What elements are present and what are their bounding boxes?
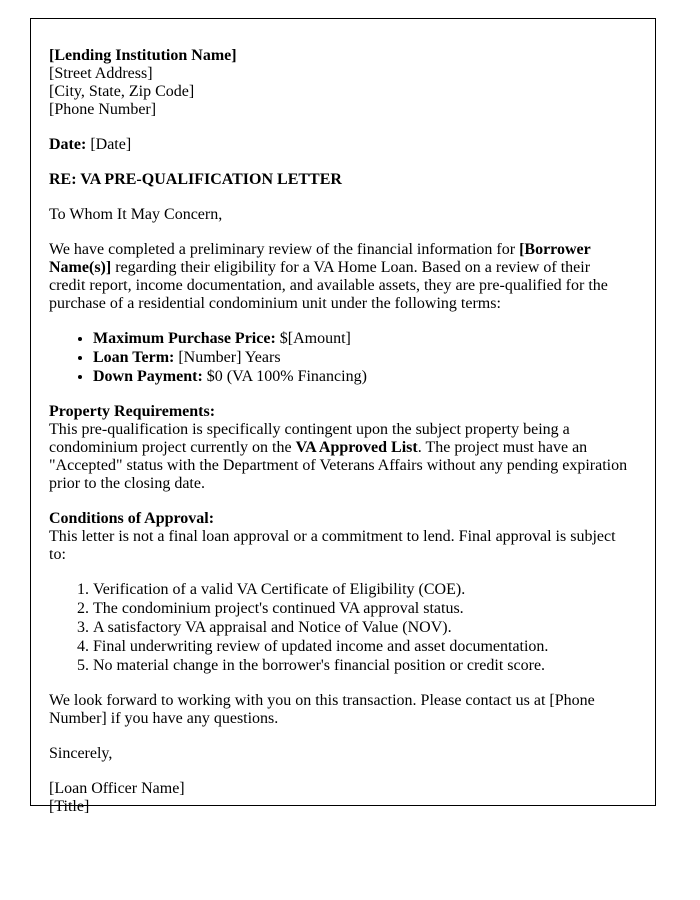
property-text-2: . The project must have an "Accepted" status with the Department of Veterans Affairs without any pending expiration prior to the closing date. (49, 439, 628, 492)
condition-item: 1. Verification of a valid VA Certificate of Eligibility (COE). (93, 581, 629, 599)
property-requirements-paragraph (49, 421, 629, 493)
property-requirements-heading: Property Requirements: (49, 403, 216, 420)
street-address: [Street Address] (49, 65, 153, 82)
term-item (93, 368, 629, 386)
condition-item: 4. Final underwriting review of updated income and asset documentation. (93, 638, 629, 656)
loan-officer-name: [Loan Officer Name] (49, 780, 185, 797)
signature-block (49, 780, 629, 816)
closing-paragraph: We look forward to working with you on this transaction. Please contact us at [Phone Number] if you have any questions. (49, 692, 595, 727)
phone-number: [Phone Number] (49, 101, 157, 118)
salutation: To Whom It May Concern, (49, 206, 223, 223)
date-value: [Date] (86, 136, 132, 153)
property-requirements-section (49, 403, 629, 493)
signoff: Sincerely, (49, 745, 113, 762)
intro-text-1: We have completed a preliminary review of the financial information for (49, 241, 520, 258)
term-label: Loan Term: (93, 349, 175, 366)
condition-item: 2. The condominium project's continued VA approval status. (93, 600, 629, 618)
term-label: Maximum Purchase Price: (93, 330, 276, 347)
property-text-1: This pre-qualification is specifically contingent upon the subject property being a condominium project currently on the (49, 421, 570, 456)
term-value: $0 (VA 100% Financing) (202, 368, 367, 385)
intro-text-2: regarding their eligibility for a VA Home Loan. Based on a review of their credit report, income documentation, and available assets, they are pre-qualified for the purchase of a residential condominium unit under the following terms: (49, 259, 608, 312)
loan-officer-title: [Title] (49, 798, 90, 815)
conditions-section (49, 510, 629, 564)
va-approved-list-highlight: VA Approved List (295, 439, 418, 456)
letter-page (30, 18, 656, 815)
condition-item: 5. No material change in the borrower's financial position or credit score. (93, 657, 629, 675)
condition-item: 3. A satisfactory VA appraisal and Notice of Value (NOV). (93, 619, 629, 637)
term-label: Down Payment: (93, 368, 203, 385)
city-state-zip: [City, State, Zip Code] (49, 83, 195, 100)
date-label: Date: (49, 136, 87, 153)
institution-name: [Lending Institution Name] (49, 47, 237, 64)
borrower-name-placeholder: [Borrower Name(s)] (49, 241, 591, 276)
sender-header (49, 47, 629, 119)
conditions-heading: Conditions of Approval: (49, 510, 215, 527)
subject-line: RE: VA PRE-QUALIFICATION LETTER (49, 171, 342, 188)
date-line (49, 136, 629, 154)
term-value: $[Amount] (275, 330, 351, 347)
intro-paragraph (49, 241, 629, 313)
conditions-intro: This letter is not a final loan approval or a commitment to lend. Final approval is subject to: (49, 528, 616, 563)
terms-list (49, 330, 629, 386)
term-item (93, 330, 629, 348)
term-value: [Number] Years (174, 349, 281, 366)
conditions-list (49, 581, 629, 675)
term-item (93, 349, 629, 367)
